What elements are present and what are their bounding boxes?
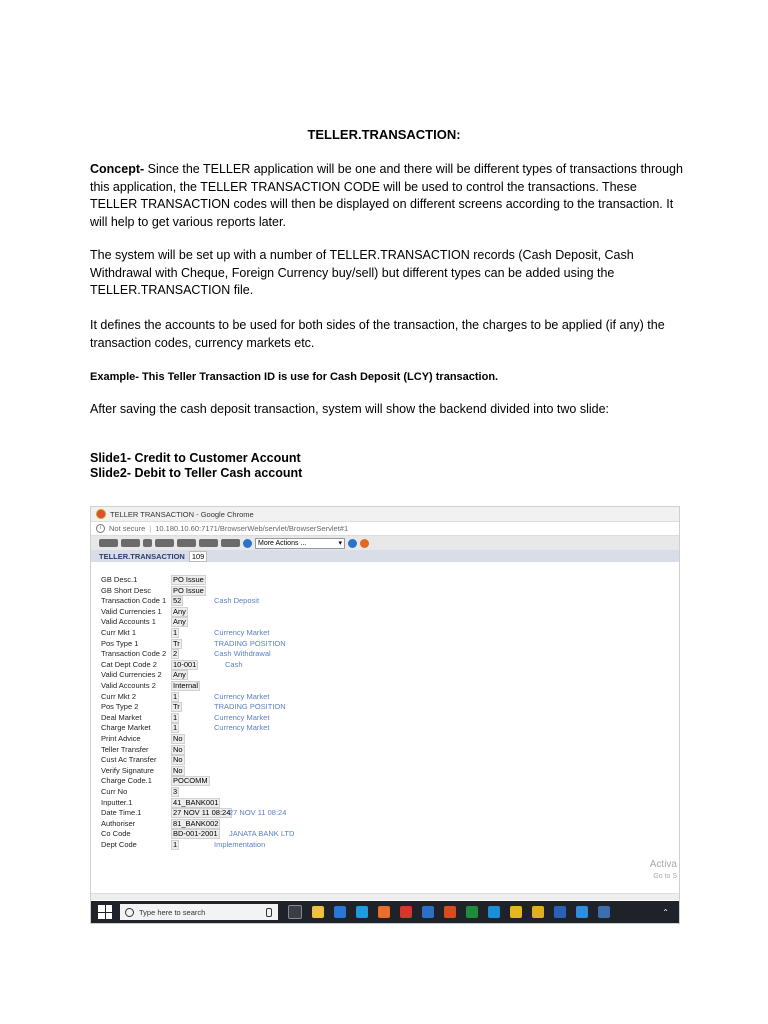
field-value[interactable]: 81_BANK002 (173, 818, 219, 828)
record-id[interactable]: 109 (189, 551, 208, 562)
photos-icon[interactable] (576, 906, 588, 918)
field-value[interactable]: Any (173, 670, 186, 680)
field-enrichment: TRADING POSITION (214, 638, 286, 648)
store-icon[interactable] (356, 906, 368, 918)
field-value[interactable]: BD-001-2001 (173, 829, 218, 839)
field-label: GB Short Desc (101, 585, 152, 595)
field-label: Curr No (101, 787, 128, 796)
field-label: Dept Code (101, 840, 137, 849)
field-label: Pos Type 2 (101, 702, 139, 712)
embedded-browser-screenshot (90, 506, 680, 924)
validate-button[interactable] (99, 539, 118, 547)
field-label: Teller Transfer (101, 744, 149, 754)
horizontal-scrollbar[interactable] (91, 893, 679, 900)
field-value[interactable]: 1 (173, 712, 178, 722)
activation-watermark: Activa (649, 859, 677, 870)
address-separator: | (149, 524, 152, 533)
field-value[interactable]: No (173, 755, 183, 765)
skype-icon[interactable] (488, 906, 500, 918)
field-value[interactable]: 2 (173, 649, 178, 659)
document-title: TELLER.TRANSACTION: (307, 127, 461, 142)
field-label: Print Advice (101, 734, 141, 743)
field-value[interactable]: 41_BANK001 (173, 797, 219, 807)
field-label: Cat Dept Code 2 (101, 659, 157, 669)
pictures-icon[interactable] (598, 906, 610, 918)
field-label: Curr Mkt 2 (101, 691, 137, 701)
field-label: Valid Currencies 2 (101, 670, 162, 680)
tray-chevron-icon[interactable]: ⌃ (662, 907, 669, 917)
field-label: Cust Ac Transfer (101, 755, 157, 765)
slide2-caption: Slide2- Debit to Teller Cash account (90, 466, 303, 480)
field-label: Valid Accounts 1 (101, 617, 156, 627)
field-value[interactable]: Internal (173, 681, 199, 690)
chrome-taskbar-icon[interactable] (532, 906, 544, 918)
delete-button[interactable] (155, 539, 174, 547)
info-icon[interactable]: i (96, 524, 105, 533)
task-view-icon[interactable] (288, 905, 302, 919)
activation-watermark-sub: Go to S (653, 873, 677, 880)
field-label: Authoriser (101, 818, 136, 828)
help-icon[interactable] (360, 539, 369, 548)
field-value[interactable]: Tr (173, 702, 180, 712)
field-label: Transaction Code 2 (101, 649, 167, 659)
field-enrichment: 27 NOV 11 08:24 (229, 808, 287, 818)
firefox-icon[interactable] (378, 906, 390, 918)
field-label: Valid Currencies 1 (101, 606, 162, 616)
excel-icon[interactable] (466, 906, 478, 918)
field-value[interactable]: Tr (173, 638, 180, 648)
info-icon[interactable] (243, 539, 252, 548)
field-enrichment: Implementation (214, 840, 266, 849)
field-value[interactable]: PO Issue (173, 585, 204, 595)
accounts-paragraph: It defines the accounts to be used for both sides of the transaction, the charges to be applied (if any) the transaction codes, currency markets etc. (90, 318, 665, 350)
app-icon[interactable] (444, 906, 456, 918)
reverse-button[interactable] (199, 539, 218, 547)
concept-text: Since the TELLER application will be one and there will be different types of transactions through this application, the TELLER TRANSACTION CODE will be used to control the transactions. These TELLER TRANSACTION codes will then be displayed on different screens according to the transaction. It will help to get various reports later. (90, 162, 683, 229)
mail-icon[interactable] (422, 906, 434, 918)
field-value[interactable]: Any (173, 617, 186, 627)
hold-button[interactable] (143, 539, 152, 547)
security-label: Not secure (109, 524, 146, 533)
field-enrichment: JANATA BANK LTD (229, 829, 295, 839)
word-icon[interactable] (554, 906, 566, 918)
windows-start-icon[interactable] (98, 905, 112, 919)
field-value[interactable]: POCOMM (173, 776, 208, 786)
address-bar[interactable] (91, 522, 679, 536)
edge-icon[interactable] (334, 906, 346, 918)
field-value[interactable]: 1 (173, 840, 178, 849)
concept-paragraph (90, 161, 686, 231)
field-value[interactable]: 52 (173, 596, 182, 606)
next-button[interactable] (221, 539, 240, 547)
field-enrichment: TRADING POSITION (214, 702, 286, 712)
field-value[interactable]: No (173, 734, 183, 743)
field-value[interactable]: PO Issue (173, 575, 204, 584)
field-value[interactable]: 10-001 (173, 659, 197, 669)
taskbar-search-box[interactable] (120, 904, 278, 920)
notes-icon[interactable] (510, 906, 522, 918)
application-title (91, 550, 679, 562)
field-enrichment: Currency Market (214, 628, 270, 637)
search-icon (125, 908, 134, 917)
setup-paragraph: The system will be set up with a number of TELLER.TRANSACTION records (Cash Deposit, Cash Withdrawal with Cheque, Foreign Currency buy/sell) but different types can be added using the TELLER.TRANSACTION file. (90, 248, 634, 297)
field-enrichment: Currency Market (214, 691, 270, 701)
field-value[interactable]: 27 NOV 11 08:24 (173, 808, 231, 818)
field-enrichment: Cash Withdrawal (214, 649, 271, 659)
window-title: TELLER TRANSACTION - Google Chrome (110, 509, 254, 519)
go-icon[interactable] (348, 539, 357, 548)
field-value[interactable]: No (173, 744, 183, 754)
field-label: Verify Signature (101, 765, 154, 775)
field-label: Charge Market (101, 723, 151, 733)
field-label: Transaction Code 1 (101, 596, 167, 606)
field-enrichment: Cash (225, 659, 243, 669)
field-value[interactable]: 3 (173, 787, 178, 796)
browser-titlebar (91, 507, 679, 522)
slide1-caption: Slide1- Credit to Customer Account (90, 451, 301, 465)
acrobat-icon[interactable] (400, 906, 412, 918)
taskbar-search-text: Type here to search (139, 907, 206, 917)
field-label: Co Code (101, 829, 131, 839)
windows-taskbar (91, 901, 679, 923)
authorise-button[interactable] (177, 539, 196, 547)
field-value[interactable]: Any (173, 606, 186, 616)
microphone-icon[interactable] (266, 908, 272, 917)
field-value[interactable]: 1 (173, 628, 178, 637)
field-label: Pos Type 1 (101, 638, 139, 648)
file-explorer-icon[interactable] (312, 906, 324, 918)
field-value[interactable]: 1 (173, 691, 178, 701)
example-line: Example- This Teller Transaction ID is use for Cash Deposit (LCY) transaction. (90, 371, 499, 383)
field-label: Date Time.1 (101, 808, 142, 818)
field-enrichment: Currency Market (214, 712, 270, 722)
field-label: Valid Accounts 2 (101, 681, 156, 690)
after-saving-paragraph: After saving the cash deposit transaction, system will show the backend divided into two slide: (90, 402, 610, 416)
field-enrichment: Currency Market (214, 723, 270, 733)
field-enrichment: Cash Deposit (214, 596, 260, 606)
field-label: GB Desc.1 (101, 575, 138, 584)
field-value[interactable]: 1 (173, 723, 178, 733)
field-label: Deal Market (101, 712, 142, 722)
app-title-text: TELLER.TRANSACTION (99, 551, 185, 561)
more-actions-select[interactable]: More Actions ... ▾ (255, 538, 345, 549)
chrome-icon (96, 509, 106, 519)
app-toolbar (91, 536, 679, 550)
field-label: Inputter.1 (101, 797, 133, 807)
concept-label: Concept- (90, 162, 145, 176)
field-value[interactable]: No (173, 765, 183, 775)
commit-button[interactable] (121, 539, 140, 547)
url-text[interactable]: 10.180.10.60:7171/BrowserWeb/servlet/BrowserServlet#1 (155, 524, 349, 533)
field-label: Curr Mkt 1 (101, 628, 137, 637)
field-label: Charge Code.1 (101, 776, 152, 786)
